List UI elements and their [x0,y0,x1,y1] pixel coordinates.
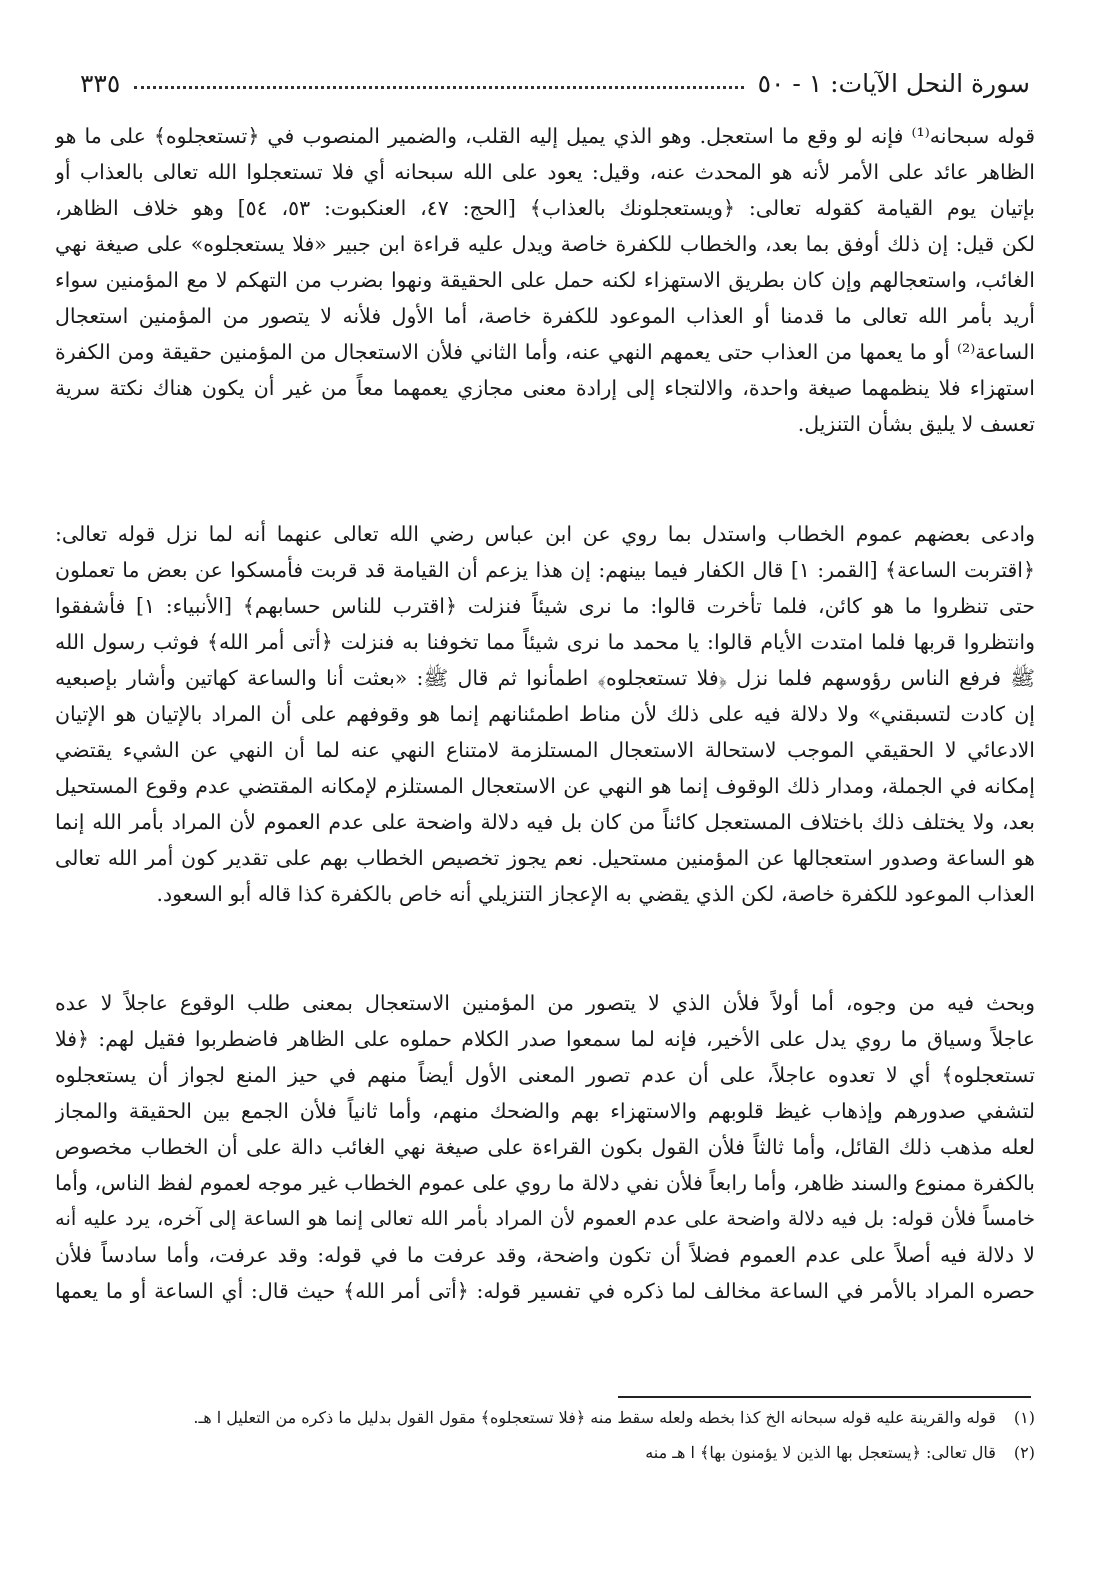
footnote-number: (٢) [1013,1443,1035,1462]
text-line: إن كادت لتسبقني» ولا دلالة فيه على ذلك لأن مناط اطمئنانهم إنما هو وقوفهم على أن المراد بالإتيان هو الإتيان [55,702,1035,726]
paragraph-3 [55,985,1035,1309]
text-line: حصره المراد بالأمر في الساعة مخالف لما ذكره في تفسير قوله: ﴿أتى أمر الله﴾ حيث قال: أي الساعة أو ما يعمها [55,1279,1035,1303]
text-line: تعسف لا يليق بشأن التنزيل. [797,412,1035,436]
text-line: تستعجلوه﴾ أي لا تعدوه عاجلاً، على أن عدم تصور المعنى الأول أيضاً منهم في حيز المنع لجواز أن يستعجلوه [55,1063,1035,1087]
text-line: الادعائي لا الحقيقي الموجب لاستحالة الاستعجال المستلزمة لامتناع النهي عنه لما أن النهي عن الشيء يقتضي [55,738,1035,762]
text-line: بالكفرة ممنوع والسند ظاهر، وأما رابعاً فلأن نفي دلالة ما روي على عموم الخطاب غير موجه لعموم لفظ الناس، وأما [55,1171,1035,1195]
header-leader-dots [134,85,743,89]
text-line: الظاهر عائد على الأمر لأنه هو المحدث عنه، وقيل: يعود على الله سبحانه أي فلا تستعجلوا الله تعالى بالعذاب أو [55,160,1035,184]
text-line: بإتيان يوم القيامة كقوله تعالى: ﴿ويستعجلونك بالعذاب﴾ [الحج: ٤٧، العنكبوت: ٥٣، ٥٤] وهو خلاف الظاهر، [55,196,1035,220]
paragraph-2 [55,516,1035,912]
page-number: ٣٣٥ [80,69,121,98]
footnote-text: قال تعالى: ﴿يستعجل بها الذين لا يؤمنون بها﴾ ا هـ منه [645,1443,996,1462]
text-line: إمكانه في الجملة، ومدار ذلك الوقوف إنما هو النهي عن الاستعجال المستلزم لإمكانه المقتضي عدم وقوع المستحيل [55,774,1035,798]
text-line: حتى تنظروا ما هو كائن، فلما تأخرت قالوا: ما نرى شيئاً فنزلت ﴿اقترب للناس حسابهم﴾ [الأنبياء: ١] فأشفقوا [55,594,1035,618]
text-line: ﷺ فرفع الناس رؤوسهم فلما نزل ﴿فلا تستعجلوه﴾ اطمأنوا ثم قال ﷺ: «بعثت أنا والساعة كهاتين وأشار بإصبعيه [55,666,1035,690]
text-line: الغائب، واستعجالهم وإن كان بطريق الاستهزاء لكنه حمل على الحقيقة ونهوا بضرب من التهكم لا مع المؤمنين سواء [55,268,1035,292]
footnote-1 [55,1405,1035,1431]
footnote-number: (١) [1013,1408,1035,1427]
running-header [80,58,1030,98]
paragraph-1 [55,118,1035,442]
text-line: وانتظروا قربها فلما امتدت الأيام قالوا: يا محمد ما نرى شيئاً مما تخوفنا به فنزلت ﴿أتى أمر الله﴾ فوثب رسول الله [55,630,1035,654]
text-line: العذاب الموعود للكفرة خاصة، لكن الذي يقضي به الإعجاز التنزيلي أنه خاص بالكفرة كذا قاله أبو السعود. [156,882,1035,906]
text-line: وبحث فيه من وجوه، أما أولاً فلأن الذي لا يتصور من المؤمنين الاستعجال بمعنى طلب الوقوع عاجلاً لا عده [55,991,1035,1015]
text-line: الساعة⁽²⁾ أو ما يعمها من العذاب حتى يعمهم النهي عنه، وأما الثاني فلأن الاستعجال من المؤمنين حقيقة ومن الكفرة [55,340,1035,364]
text-line: استهزاء فلا ينظمهما صيغة واحدة، والالتجاء إلى إرادة معنى مجازي يعمهما معاً من غير أن يكون هناك نكتة سرية [55,376,1035,400]
text-line: لعله مذهب ذلك القائل، وأما ثالثاً فلأن القول بكون القراءة على صيغة نهي الغائب دالة على أن الخطاب مخصوص [55,1135,1035,1159]
text-line: هو الساعة وصدور استعجالها عن المؤمنين مستحيل. نعم يجوز تخصيص الخطاب بهم على تقدير كون أمر الله تعالى [55,846,1035,870]
surah-title: سورة النحل الآيات: ١ - ٥٠ [757,69,1030,98]
text-line: خامساً فلأن قوله: بل فيه دلالة واضحة على عدم العموم لأن المراد بأمر الله تعالى إنما هو الساعة إلى آخره، يرد عليه أنه [55,1207,1035,1230]
text-line: أريد بأمر الله تعالى ما قدمنا أو العذاب الموعود للكفرة خاصة، أما الأول فلأنه لا يتصور من المؤمنين استعجال [55,304,1035,328]
text-line: لا دلالة فيه أصلاً على عدم العموم فضلاً أن تكون واضحة، وقد عرفت ما في قوله: وقد عرفت، وأما سادساً فلأن [55,1243,1035,1267]
footnote-2 [55,1440,1035,1466]
text-line: عاجلاً وسياق ما روي يدل على الأخير، فإنه لما سمعوا صدر الكلام حملوه على الظاهر فاضطربوا فقيل لهم: ﴿فلا [55,1027,1035,1051]
text-line: بعد، ولا يختلف ذلك باختلاف المستعجل كائناً من كان بل فيه دلالة واضحة على عدم العموم لأن المراد بأمر الله إنما [55,810,1035,834]
text-line: ﴿اقتربت الساعة﴾ [القمر: ١] قال الكفار فيما بينهم: إن هذا يزعم أن القيامة قد قربت فأمسكوا عن بعض ما تعملون [55,558,1035,582]
text-line: وادعى بعضهم عموم الخطاب واستدل بما روي عن ابن عباس رضي الله تعالى عنهما أنه لما نزل قوله تعالى: [55,522,1035,546]
text-line: لكن قيل: إن ذلك أوفق بما بعد، والخطاب للكفرة خاصة ويدل عليه قراءة ابن جبير «فلا يستعجلوه» على صيغة نهي [55,232,1035,256]
footnote-separator [618,1396,1031,1398]
text-line: لتشفي صدورهم وإذهاب غيظ قلوبهم والاستهزاء بهم والضحك منهم، وأما ثانياً فلأن الجمع بين الحقيقة والمجاز [55,1099,1035,1123]
footnote-text: قوله والقرينة عليه قوله سبحانه الخ كذا بخطه ولعله سقط منه ﴿فلا تستعجلوه﴾ مقول القول بدليل ما ذكره من التعليل ا هـ. [193,1408,996,1427]
text-line: قوله سبحانه⁽¹⁾ فإنه لو وقع ما استعجل. وهو الذي يميل إليه القلب، والضمير المنصوب في ﴿تستعجلوه﴾ على ما هو [55,124,1035,148]
